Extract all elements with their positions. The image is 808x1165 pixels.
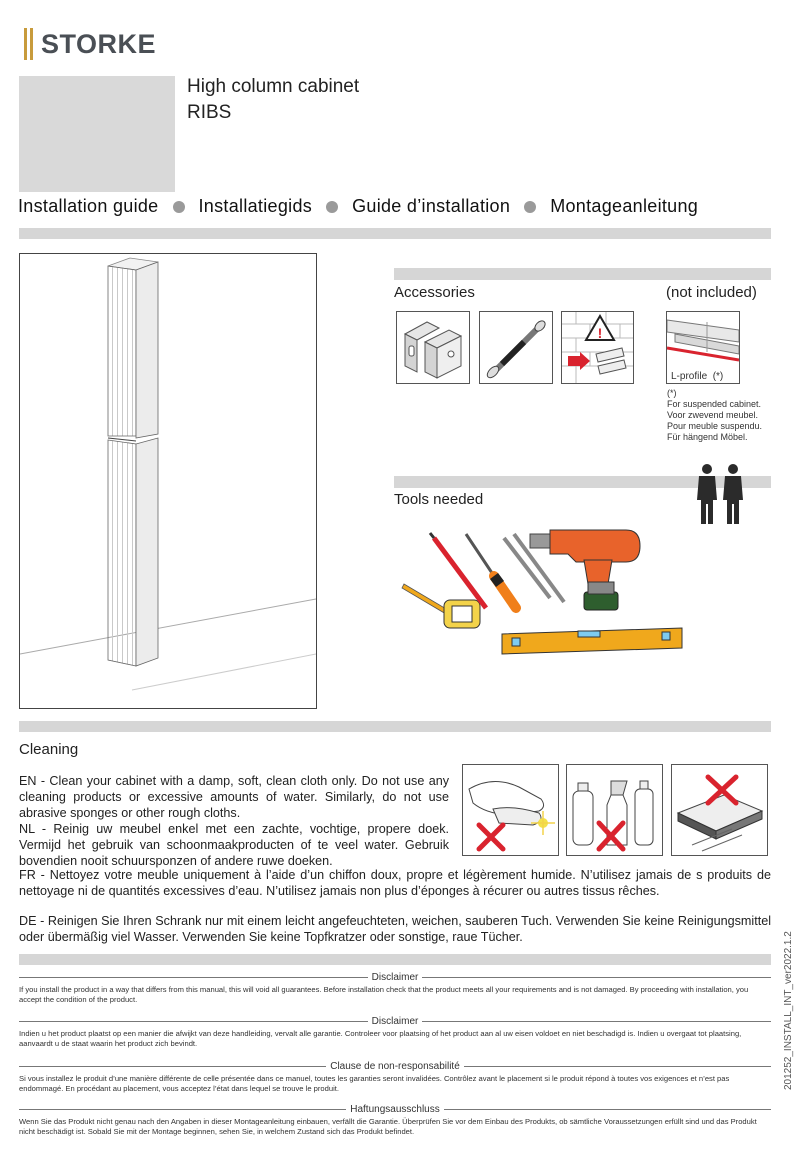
cleaning-divider [19, 721, 771, 732]
accessory-wall-plugs [561, 311, 634, 384]
note-line: Pour meuble suspendu. [667, 421, 763, 431]
wall-bracket-icon [397, 312, 469, 383]
cleaning-fr: FR - Nettoyez votre meuble uniquement à l’aide d’un chiffon doux, propre et légèrement humide. N’utilisez jamais de s produits de nettoyage ni de quantités excessives d’eau. N’utilisez jamais non plus d’éponges à récurer ou autres tissus rêches. [19, 868, 771, 898]
accessory-brackets [396, 311, 470, 384]
note-mark: (*) [667, 388, 677, 398]
bullet-icon [173, 201, 185, 213]
suspended-note [667, 388, 762, 443]
accessory-bolt [479, 311, 553, 384]
wall-plug-warning-icon [562, 312, 633, 383]
document-code: 201252_INSTALL_INT_ver2022.1.2 [783, 931, 794, 1090]
l-profile-label: L-profile [671, 371, 708, 382]
no-rubbing [462, 764, 559, 856]
disclaimer-heading-fr: Clause de non-responsabilité [19, 1061, 771, 1072]
brand-logo [24, 28, 156, 60]
cabinet-drawing [20, 254, 316, 708]
disclaimer-heading-de: Haftungsausschluss [19, 1104, 771, 1115]
spirit-level-icon [502, 628, 682, 654]
cabinet-illustration [19, 253, 317, 709]
guide-title-en: Installation guide [18, 196, 159, 216]
disclaimer-heading-en: Disclaimer [19, 972, 771, 983]
guide-title-fr: Guide d’installation [352, 196, 511, 216]
logo-mark-icon [24, 28, 33, 60]
cleaning-title: Cleaning [19, 741, 79, 758]
no-sponge [671, 764, 768, 856]
note-line: Voor zwevend meubel. [667, 410, 759, 420]
disclaimer-text-fr: Si vous installez le produit d’une manière différente de celle présentée dans ce manuel, toutes les garanties seront invalidées. Contrôlez avant le placement si le produit répond à toutes vos exigences et n’est pas endommagé. En procédant au placement, vous acceptez l’état dans lequel se trouve le produit. [19, 1074, 730, 1093]
disclaimer-text-de: Wenn Sie das Produkt nicht genau nach den Angaben in dieser Montageanleitung einbauen, verfällt die Garantie. Überprüfen Sie vor dem Einbau des Produkts, ob sämtliche Voraussetzungen erfüllt sind und das Produkt nicht beschädigt ist. Sobald Sie mit der Montage beginnen, sehen Sie, in welchem Zustand sich das Produkt befindet. [19, 1117, 757, 1136]
product-model: RIBS [187, 102, 232, 123]
no-cleaning-products-icon [567, 765, 662, 855]
disclaimer-text-nl: Indien u het product plaatst op een manier die afwijkt van deze handleiding, vervalt alle garantie. Controleer voor plaatsing of het product aan al uw eisen voldoet en niet beschadigd is. Indien u overgaat tot plaatsing, aanvaardt u de staat waarin het product zich bevindt. [19, 1029, 742, 1048]
tools-title: Tools needed [394, 491, 484, 508]
pencil-icon [430, 533, 486, 608]
product-title [187, 74, 359, 126]
no-products [566, 764, 663, 856]
accessories-title: Accessories [394, 284, 475, 301]
disclaimer-text-en: If you install the product in a way that differs from this manual, this will void all guarantees. Before installation check that the product meets all your requirements and is not damaged. By proceeding with installation, you accept the condition of the product. [19, 985, 749, 1004]
accessories-divider [394, 268, 771, 280]
guide-title-nl: Installatiegids [198, 196, 313, 216]
disclaimer-heading-nl: Disclaimer [19, 1016, 771, 1027]
cleaning-de: DE - Reinigen Sie Ihren Schrank nur mit einem leicht angefeuchteten, weichen, sauberen Tuch. Verwenden Sie keine Reinigungsmittel oder übermäßig viel Wasser. Verwenden Sie keine Topfkratzer oder sonstige, raue Tücher. [19, 914, 771, 944]
cleaning-nl: NL - Reinig uw meubel enkel met een zachte, vochtige, propere doek. Vermijd het gebruik van schoonmaakproducten of te veel water. Gebruik bovendien nooit schuursponzen of andere ruwe doeken. [19, 822, 449, 868]
not-included-label: (not included) [666, 284, 757, 301]
cleaning-en: EN - Clean your cabinet with a damp, soft, clean cloth only. Do not use any cleaning products or excessive amounts of water. Similarly, do not use abrasive sponges or other rough cloths. [19, 774, 449, 820]
no-abrasive-cloth-icon [463, 765, 558, 855]
product-thumbnail [19, 76, 175, 192]
section-divider [19, 228, 771, 239]
guide-title-row [18, 196, 778, 217]
tape-measure-icon [402, 584, 480, 628]
brand-name: STORKE [41, 28, 157, 59]
bullet-icon [326, 201, 338, 213]
no-scouring-pad-icon [672, 765, 767, 855]
l-profile-mark: (*) [712, 371, 724, 382]
tools-illustration [400, 524, 690, 656]
drill-icon [530, 530, 640, 610]
note-line: For suspended cabinet. [667, 399, 762, 409]
two-persons-icon [694, 462, 746, 526]
bullet-icon [524, 201, 536, 213]
accessory-l-profile [666, 311, 740, 384]
bolt-icon [480, 312, 552, 383]
product-type: High column cabinet [187, 76, 360, 97]
disclaimer-divider [19, 954, 771, 965]
svg-text:!: ! [597, 325, 603, 341]
guide-title-de: Montageanleitung [550, 196, 699, 216]
note-line: Für hängend Möbel. [667, 432, 748, 442]
